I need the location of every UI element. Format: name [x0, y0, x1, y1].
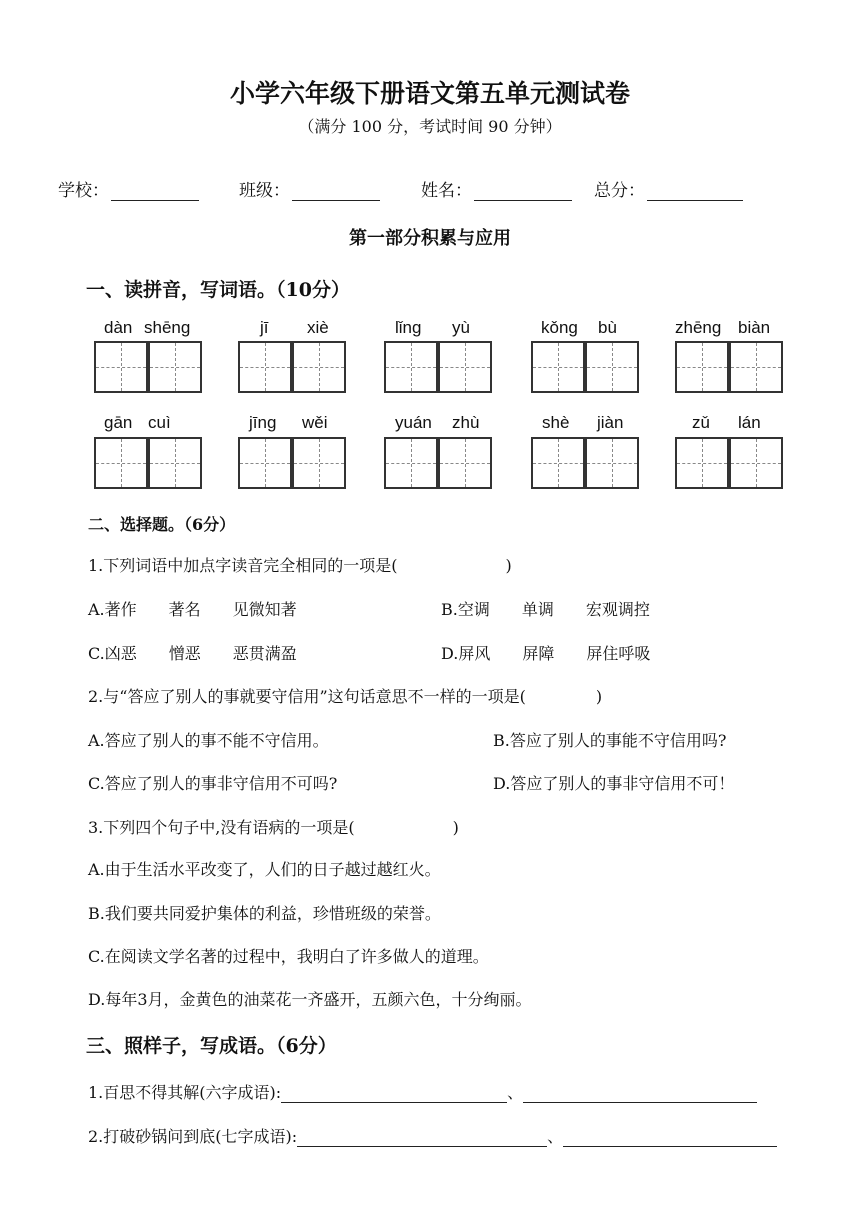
section-three-heading: 三、照样子，写成语。（6分） — [86, 1035, 337, 1057]
class-field — [239, 176, 380, 201]
answer-blank[interactable] — [281, 1086, 507, 1103]
section-two-heading: 二、选择题。（6分） — [88, 515, 236, 534]
pinyin-syllable: zǔ — [692, 413, 710, 432]
writing-box[interactable] — [292, 437, 346, 489]
option-d: D.答应了别人的事非守信用不可！ — [493, 774, 735, 793]
option-d: D.每年3月，金黄色的油菜花一齐盛开，五颜六色，十分绚丽。 — [88, 990, 532, 1009]
answer-blank[interactable] — [523, 1086, 757, 1103]
pinyin-syllable: lǐng — [395, 318, 422, 337]
idiom-question-one — [88, 1080, 757, 1103]
writing-box[interactable] — [531, 437, 585, 489]
class-blank[interactable] — [292, 182, 380, 201]
pinyin-syllable: biàn — [738, 318, 771, 337]
class-label: 班级： — [239, 181, 290, 201]
question-stem-text: 3.下列四个句子中,没有语病的一项是( — [88, 818, 355, 837]
closing-paren: ) — [595, 687, 603, 706]
pinyin-syllable: xiè — [307, 318, 329, 337]
pinyin-syllable: gān — [104, 413, 133, 432]
option-c: C.在阅读文学名著的过程中，我明白了许多做人的道理。 — [88, 947, 489, 966]
part-one-title: 第一部分积累与应用 — [349, 228, 511, 249]
pinyin-syllable: wěi — [302, 413, 328, 432]
school-blank[interactable] — [111, 182, 199, 201]
name-label: 姓名： — [421, 181, 472, 201]
exam-subtitle: （满分 100 分，考试时间 90 分钟） — [298, 117, 562, 136]
question-one-stem — [88, 553, 512, 576]
writing-box[interactable] — [148, 341, 202, 393]
closing-paren: ) — [505, 556, 512, 575]
question-stem-text: 2.与“答应了别人的事就要守信用”这句话意思不一样的一项是( — [88, 687, 526, 706]
writing-box[interactable] — [238, 341, 292, 393]
writing-box[interactable] — [94, 437, 148, 489]
option-b: B.我们要共同爱护集体的利益，珍惜班级的荣誉。 — [88, 904, 441, 923]
pinyin-syllable: zhēng — [675, 318, 722, 337]
writing-box[interactable] — [292, 341, 346, 393]
name-field — [421, 176, 572, 201]
total-score-blank[interactable] — [647, 182, 743, 201]
option-a: A.答应了别人的事不能不守信用。 — [88, 731, 329, 750]
pinyin-syllable: cuì — [148, 413, 171, 432]
writing-box[interactable] — [585, 341, 639, 393]
pinyin-syllable: shēng — [144, 318, 191, 337]
pinyin-syllable: bù — [598, 318, 617, 337]
writing-box[interactable] — [438, 437, 492, 489]
writing-box[interactable] — [384, 341, 438, 393]
writing-box[interactable] — [384, 437, 438, 489]
question-three-stem — [88, 815, 459, 838]
pinyin-syllable: yù — [452, 318, 470, 337]
idiom-question-two — [88, 1124, 777, 1147]
option-a: A.著作 著名 见微知著 — [88, 600, 297, 619]
option-c: C.答应了别人的事非守信用不可吗? — [88, 774, 338, 793]
option-a: A.由于生活水平改变了，人们的日子越过越红火。 — [88, 860, 441, 879]
writing-box[interactable] — [148, 437, 202, 489]
option-b: B.答应了别人的事能不守信用吗? — [493, 731, 727, 750]
answer-blank[interactable] — [563, 1130, 777, 1147]
separator: 、 — [507, 1083, 524, 1102]
answer-blank[interactable] — [297, 1130, 547, 1147]
writing-box[interactable] — [729, 341, 783, 393]
school-field — [58, 176, 199, 201]
pinyin-syllable: lán — [738, 413, 761, 432]
writing-box[interactable] — [675, 437, 729, 489]
pinyin-syllable: zhù — [452, 413, 480, 432]
pinyin-syllable: jīng — [249, 413, 277, 432]
separator: 、 — [547, 1127, 564, 1146]
writing-box[interactable] — [438, 341, 492, 393]
option-b: B.空调 单调 宏观调控 — [441, 600, 650, 619]
pinyin-syllable: yuán — [395, 413, 432, 432]
name-blank[interactable] — [474, 182, 572, 201]
school-label: 学校： — [58, 181, 109, 201]
pinyin-syllable: shè — [542, 413, 570, 432]
writing-box[interactable] — [531, 341, 585, 393]
option-d: D.屏风 屏障 屏住呼吸 — [441, 644, 651, 663]
idiom-prompt: 1.百思不得其解(六字成语): — [88, 1083, 282, 1102]
writing-box[interactable] — [675, 341, 729, 393]
question-stem-text: 1.下列词语中加点字读音完全相同的一项是( — [88, 556, 398, 575]
idiom-prompt: 2.打破砂锅问到底(七字成语): — [88, 1127, 298, 1146]
total-score-field — [594, 176, 743, 201]
pinyin-syllable: jiàn — [597, 413, 624, 432]
total-score-label: 总分： — [594, 181, 645, 201]
writing-box[interactable] — [238, 437, 292, 489]
pinyin-syllable: kǒng — [541, 318, 578, 337]
pinyin-syllable: jī — [260, 318, 269, 337]
question-two-stem — [88, 684, 602, 707]
exam-title: 小学六年级下册语文第五单元测试卷 — [229, 79, 630, 108]
writing-box[interactable] — [585, 437, 639, 489]
writing-box[interactable] — [729, 437, 783, 489]
section-one-heading: 一、读拼音，写词语。（10分） — [86, 279, 350, 301]
pinyin-syllable: dàn — [104, 318, 133, 337]
closing-paren: ) — [452, 818, 459, 837]
writing-box[interactable] — [94, 341, 148, 393]
option-c: C.凶恶 憎恶 恶贯满盈 — [88, 644, 297, 663]
